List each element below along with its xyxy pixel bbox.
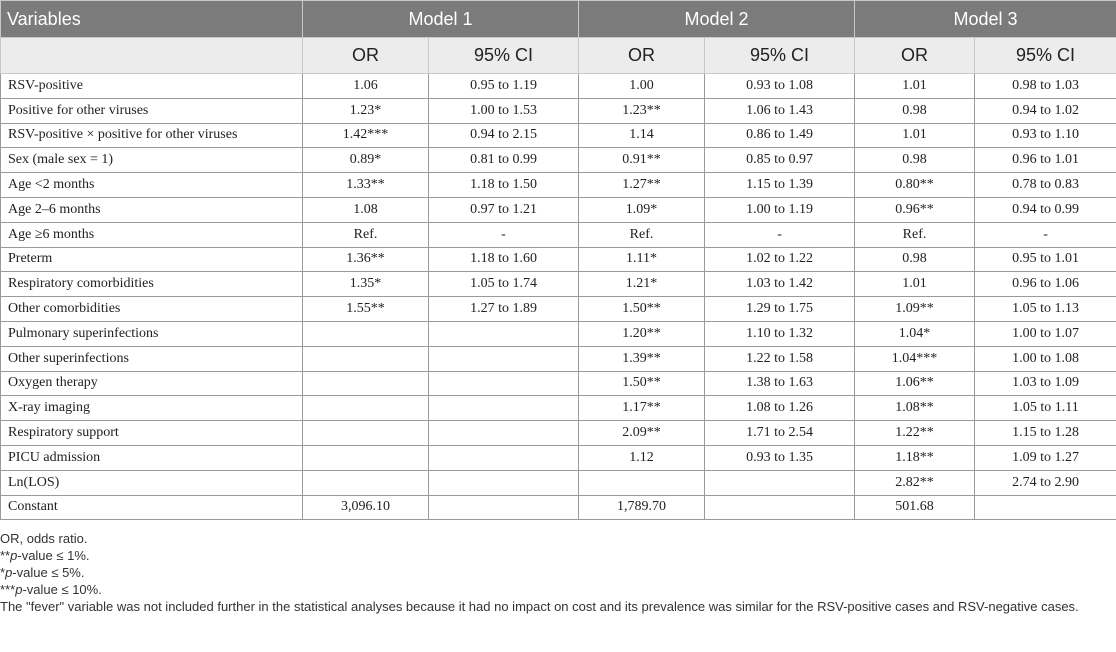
or-cell (303, 321, 429, 346)
ci-cell: 0.96 to 1.01 (975, 148, 1116, 173)
ci-cell: 1.03 to 1.09 (975, 371, 1116, 396)
table-row (1, 148, 1116, 173)
or-cell: 1.50** (579, 371, 705, 396)
or-cell: Ref. (303, 222, 429, 247)
variables-subheader (1, 38, 303, 74)
table-row (1, 173, 1116, 198)
ci-cell: 1.10 to 1.32 (705, 321, 855, 346)
table-row (1, 470, 1116, 495)
ci-cell: 1.38 to 1.63 (705, 371, 855, 396)
ci-cell: - (705, 222, 855, 247)
row-label: Pulmonary superinfections (1, 321, 303, 346)
ci-cell: 1.15 to 1.28 (975, 421, 1116, 446)
or-cell: 1.12 (579, 445, 705, 470)
ci-cell (429, 346, 579, 371)
ci-cell: 0.96 to 1.06 (975, 272, 1116, 297)
or-cell: 1.01 (855, 123, 975, 148)
ci-cell: - (975, 222, 1116, 247)
or-cell: 0.96** (855, 197, 975, 222)
row-label: PICU admission (1, 445, 303, 470)
row-label: Other comorbidities (1, 297, 303, 322)
ci-cell: 1.05 to 1.74 (429, 272, 579, 297)
or-cell: 1.36** (303, 247, 429, 272)
ci-cell: 1.00 to 1.19 (705, 197, 855, 222)
or-cell: 0.98 (855, 247, 975, 272)
ci-cell (429, 321, 579, 346)
or-cell (303, 445, 429, 470)
ci-cell: 0.95 to 1.01 (975, 247, 1116, 272)
ci-cell: 1.22 to 1.58 (705, 346, 855, 371)
ci-cell: 1.09 to 1.27 (975, 445, 1116, 470)
ci-header: 95% CI (429, 38, 579, 74)
or-cell: 1.23* (303, 98, 429, 123)
ci-cell (429, 396, 579, 421)
or-header: OR (579, 38, 705, 74)
row-label: Oxygen therapy (1, 371, 303, 396)
or-cell: 0.80** (855, 173, 975, 198)
ci-cell: 1.18 to 1.50 (429, 173, 579, 198)
table-row (1, 321, 1116, 346)
row-label: Constant (1, 495, 303, 520)
row-label: Respiratory comorbidities (1, 272, 303, 297)
ci-cell: 0.98 to 1.03 (975, 74, 1116, 99)
ci-cell: 1.15 to 1.39 (705, 173, 855, 198)
or-header: OR (855, 38, 975, 74)
or-cell: 1.09* (579, 197, 705, 222)
or-cell (579, 470, 705, 495)
variables-header: Variables (1, 1, 303, 38)
table-row (1, 123, 1116, 148)
ci-cell: 1.71 to 2.54 (705, 421, 855, 446)
table-row (1, 247, 1116, 272)
table-body (1, 74, 1116, 520)
ci-cell: 1.03 to 1.42 (705, 272, 855, 297)
or-cell: 1.35* (303, 272, 429, 297)
ci-cell (429, 421, 579, 446)
or-cell: 0.98 (855, 98, 975, 123)
or-cell: 1.55** (303, 297, 429, 322)
ci-cell: 0.86 to 1.49 (705, 123, 855, 148)
or-cell: 1.08 (303, 197, 429, 222)
or-cell: Ref. (855, 222, 975, 247)
ci-cell: 1.02 to 1.22 (705, 247, 855, 272)
row-label: Sex (male sex = 1) (1, 148, 303, 173)
or-cell: 1.11* (579, 247, 705, 272)
or-cell: 1.33** (303, 173, 429, 198)
ci-cell: 0.93 to 1.10 (975, 123, 1116, 148)
ci-cell: 1.08 to 1.26 (705, 396, 855, 421)
row-label: Ln(LOS) (1, 470, 303, 495)
or-cell: 0.91** (579, 148, 705, 173)
or-cell: 1,789.70 (579, 495, 705, 520)
ci-cell: 1.18 to 1.60 (429, 247, 579, 272)
or-cell: 2.09** (579, 421, 705, 446)
ci-cell: 0.78 to 0.83 (975, 173, 1116, 198)
ci-cell (429, 495, 579, 520)
ci-cell (429, 445, 579, 470)
or-cell: 2.82** (855, 470, 975, 495)
or-cell: 1.06 (303, 74, 429, 99)
ci-cell: 0.93 to 1.35 (705, 445, 855, 470)
or-cell (303, 371, 429, 396)
or-cell: 1.01 (855, 272, 975, 297)
or-cell: 1.08** (855, 396, 975, 421)
table-row (1, 421, 1116, 446)
ci-header: 95% CI (705, 38, 855, 74)
table-row (1, 98, 1116, 123)
header-row-models (1, 1, 1116, 38)
footnote-sig-5pct: *p-value ≤ 5%. (0, 565, 85, 580)
ci-cell: 1.29 to 1.75 (705, 297, 855, 322)
table-row (1, 445, 1116, 470)
or-cell: 1.06** (855, 371, 975, 396)
ci-cell: 1.05 to 1.13 (975, 297, 1116, 322)
row-label: X-ray imaging (1, 396, 303, 421)
table-row (1, 371, 1116, 396)
or-cell: 0.98 (855, 148, 975, 173)
or-cell: 1.14 (579, 123, 705, 148)
row-label: RSV-positive (1, 74, 303, 99)
ci-cell: 0.94 to 2.15 (429, 123, 579, 148)
ci-cell (705, 470, 855, 495)
footnote-fever: The "fever" variable was not included further in the statistical analyses because it had no impact on cost and its prevalence was similar for the RSV-positive cases and RSV-negative cases. (0, 599, 1079, 614)
or-cell (303, 470, 429, 495)
table-row (1, 396, 1116, 421)
ci-cell: 0.95 to 1.19 (429, 74, 579, 99)
ci-header: 95% CI (975, 38, 1116, 74)
model-2-header: Model 2 (579, 1, 855, 38)
ci-cell: 1.27 to 1.89 (429, 297, 579, 322)
or-cell: 1.18** (855, 445, 975, 470)
model-1-header: Model 1 (303, 1, 579, 38)
ci-cell (429, 371, 579, 396)
row-label: Preterm (1, 247, 303, 272)
ci-cell: 0.81 to 0.99 (429, 148, 579, 173)
table-row (1, 297, 1116, 322)
ci-cell: 0.85 to 0.97 (705, 148, 855, 173)
ci-cell: 0.94 to 0.99 (975, 197, 1116, 222)
or-cell: 1.09** (855, 297, 975, 322)
ci-cell: 1.00 to 1.07 (975, 321, 1116, 346)
or-cell: 1.20** (579, 321, 705, 346)
ci-cell: 1.06 to 1.43 (705, 98, 855, 123)
or-cell: 1.04* (855, 321, 975, 346)
row-label: Age 2–6 months (1, 197, 303, 222)
or-cell: 1.27** (579, 173, 705, 198)
row-label: Positive for other viruses (1, 98, 303, 123)
table-row (1, 74, 1116, 99)
footnote-sig-1pct: **p-value ≤ 1%. (0, 548, 90, 563)
row-label: Age ≥6 months (1, 222, 303, 247)
or-cell (303, 421, 429, 446)
ci-cell (429, 470, 579, 495)
ci-cell: 1.05 to 1.11 (975, 396, 1116, 421)
or-cell: 1.23** (579, 98, 705, 123)
row-label: Age <2 months (1, 173, 303, 198)
or-cell: 1.39** (579, 346, 705, 371)
ci-cell: 0.97 to 1.21 (429, 197, 579, 222)
ci-cell: 1.00 to 1.53 (429, 98, 579, 123)
table-row (1, 222, 1116, 247)
or-cell: Ref. (579, 222, 705, 247)
row-label: Respiratory support (1, 421, 303, 446)
or-cell: 1.17** (579, 396, 705, 421)
header-row-stats (1, 38, 1116, 74)
or-cell: 1.00 (579, 74, 705, 99)
or-cell: 501.68 (855, 495, 975, 520)
row-label: RSV-positive × positive for other viruses (1, 123, 303, 148)
table-footnotes (0, 530, 1110, 615)
or-cell: 1.21* (579, 272, 705, 297)
or-cell: 1.01 (855, 74, 975, 99)
or-header: OR (303, 38, 429, 74)
or-cell: 1.42*** (303, 123, 429, 148)
or-cell: 1.50** (579, 297, 705, 322)
ci-cell: 0.93 to 1.08 (705, 74, 855, 99)
footnote-sig-10pct: ***p-value ≤ 10%. (0, 582, 102, 597)
ci-cell: - (429, 222, 579, 247)
model-3-header: Model 3 (855, 1, 1116, 38)
ci-cell: 1.00 to 1.08 (975, 346, 1116, 371)
ci-cell (705, 495, 855, 520)
table-row (1, 346, 1116, 371)
table-row (1, 272, 1116, 297)
ci-cell (975, 495, 1116, 520)
table-row (1, 495, 1116, 520)
or-cell (303, 396, 429, 421)
or-cell: 0.89* (303, 148, 429, 173)
or-cell: 3,096.10 (303, 495, 429, 520)
or-cell: 1.04*** (855, 346, 975, 371)
table-row (1, 197, 1116, 222)
or-cell (303, 346, 429, 371)
row-label: Other superinfections (1, 346, 303, 371)
ci-cell: 0.94 to 1.02 (975, 98, 1116, 123)
or-cell: 1.22** (855, 421, 975, 446)
ci-cell: 2.74 to 2.90 (975, 470, 1116, 495)
footnote-abbrev: OR, odds ratio. (0, 531, 88, 546)
